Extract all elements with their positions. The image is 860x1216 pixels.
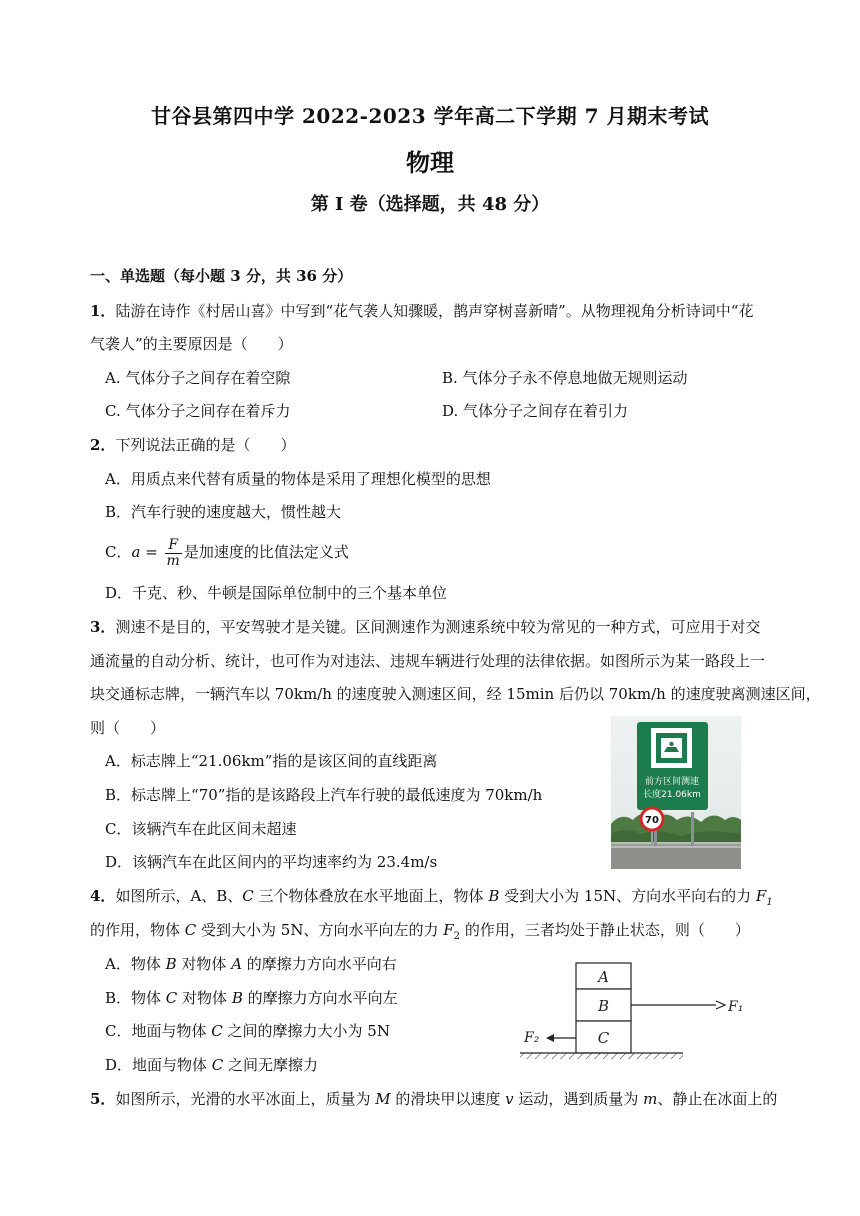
q4-option-b-t2: 对物体 [177, 989, 232, 1007]
q4-option-c-t1: C．地面与物体 [105, 1022, 212, 1040]
q2-text1: 下列说法正确的是（ ） [115, 436, 296, 454]
q4-option-d-t2: 之间无摩擦力 [223, 1056, 319, 1074]
q4-text1-B: B [488, 887, 500, 905]
q4-option-a-t3: 的摩擦力方向水平向右 [242, 955, 397, 973]
q2-formula-numerator: F [165, 538, 182, 554]
q4-option-a-t2: 对物体 [176, 955, 232, 973]
q4-text1-F-sub: 1 [766, 897, 773, 908]
q1-option-a: A. 气体分子之间存在着空隙 [105, 369, 291, 387]
block-b-label: B [597, 997, 610, 1015]
q5-text1a: 如图所示，光滑的水平冰面上，质量为 [115, 1090, 376, 1108]
q2-option-c-prefix: C． [105, 543, 132, 561]
blocks-diagram-svg [520, 955, 760, 1070]
q4-option-d-C: C [211, 1056, 224, 1074]
q5-text1-m: m [643, 1090, 658, 1108]
q4-text1c: 受到大小为 15N、方向水平向右的力 [499, 887, 756, 905]
q2-formula-denominator: m [166, 552, 180, 569]
q4-option-b-B: B [231, 989, 243, 1007]
q4-text2b: 受到大小为 5N、方向水平向左的力 [196, 921, 444, 939]
q3-option-b: B．标志牌上“70”指的是该路段上汽车行驶的最低速度为 70km/h [105, 786, 543, 804]
q2-option-c-suffix: 是加速度的比值法定义式 [183, 543, 349, 561]
q5-line1 [90, 1089, 777, 1109]
q2-number: 2． [90, 436, 116, 454]
q1-number: 1． [90, 302, 116, 320]
q3-text1: 测速不是目的，平安驾驶才是关键。区间测速作为测速系统中较为常见的一种方式，可应用于对交 [115, 618, 761, 636]
section-heading: 一、单选题（每小题 3 分，共 36 分） [90, 267, 353, 285]
sign-text-line1: 前方区间测速 [644, 777, 700, 787]
q4-text2-F-sub: 2 [453, 931, 461, 942]
q4-option-b-t1: B．物体 [105, 989, 166, 1007]
q4-text2-C: C [184, 921, 197, 939]
q4-line2 [90, 920, 750, 947]
q1-line2: 气袭人”的主要原因是（ ） [90, 335, 293, 353]
q4-number: 4． [90, 887, 116, 905]
q4-text2c: 的作用，三者均处于静止状态，则（ ） [460, 921, 750, 939]
subject-title: 物理 [406, 148, 454, 177]
q2-option-b: B．汽车行驶的速度越大，惯性越大 [105, 503, 342, 521]
q4-option-d-t1: D．地面与物体 [105, 1056, 212, 1074]
q4-option-b-t3: 的摩擦力方向水平向左 [242, 989, 398, 1007]
q4-option-b-C: C [165, 989, 178, 1007]
blocks-diagram [520, 955, 760, 1070]
q1-text1: 陆游在诗作《村居山喜》中写到“花气袭人知骤暖，鹊声穿树喜新晴”。从物理视角分析诗词中“花 [115, 302, 754, 320]
q5-text1d: 、静止在冰面上的 [657, 1090, 778, 1108]
q5-number: 5． [90, 1090, 116, 1108]
q2-formula-a: a [131, 543, 141, 561]
q4-text2-F: F [443, 921, 454, 939]
q3-number: 3． [90, 618, 116, 636]
q2-option-c [105, 535, 349, 569]
q4-text1b: 三个物体叠放在水平地面上，物体 [253, 887, 489, 905]
q5-text1c: 运动，遇到质量为 [513, 1090, 644, 1108]
sign-speed-limit: 70 [645, 815, 659, 826]
sign-text-line2: 长度21.06km [643, 790, 701, 800]
q5-text1b: 的滑块甲以速度 [390, 1090, 506, 1108]
force-f2-label: F₂ [524, 1030, 540, 1046]
q4-line1 [90, 886, 773, 913]
q3-option-c: C．该辆汽车在此区间未超速 [105, 820, 297, 838]
force-f1-label: F₁ [728, 999, 744, 1015]
q4-option-d [105, 1055, 318, 1075]
q4-option-c [105, 1021, 390, 1041]
q2-option-a: A．用质点来代替有质量的物体是采用了理想化模型的思想 [105, 470, 491, 488]
q5-text1-M: M [375, 1090, 391, 1108]
q4-option-a [105, 954, 397, 974]
q2-option-d: D．千克、秒、牛顿是国际单位制中的三个基本单位 [105, 584, 448, 602]
q3-option-d: D．该辆汽车在此区间内的平均速率约为 23.4m/s [105, 853, 438, 871]
block-a-label: A [598, 968, 609, 986]
q3-line4: 则（ ） [90, 719, 166, 737]
q4-text1a: 如图所示，A、B、 [115, 887, 243, 905]
q5-text1-v: v [505, 1090, 514, 1108]
q1-line1 [90, 301, 753, 321]
traffic-sign-image [611, 716, 741, 869]
q4-text1-C: C [242, 887, 254, 905]
q4-option-c-t2: 之间的摩擦力大小为 5N [222, 1022, 390, 1040]
q4-option-c-C: C [211, 1022, 223, 1040]
q1-option-b: B. 气体分子永不停息地做无规则运动 [442, 369, 688, 387]
q3-option-a: A．标志牌上“21.06km”指的是该区间的直线距离 [105, 752, 438, 770]
q1-option-c: C. 气体分子之间存在着斥力 [105, 402, 291, 420]
q3-line1 [90, 617, 760, 637]
exam-title: 甘谷县第四中学 2022-2023 学年高二下学期 7 月期末考试 [151, 104, 709, 128]
q3-line2: 通流量的自动分析、统计，也可作为对违法、违规车辆进行处理的法律依据。如图所示为某一路段上一 [90, 652, 766, 670]
q4-text2a: 的作用，物体 [90, 921, 185, 939]
q4-option-a-t1: A．物体 [105, 955, 166, 973]
q2-formula-eq: = [140, 543, 163, 561]
q4-option-b [105, 988, 398, 1008]
q1-option-d: D. 气体分子之间存在着引力 [442, 402, 629, 420]
q2-line1 [90, 435, 295, 455]
traffic-sign-photo [611, 716, 741, 869]
q4-text1-F: F [755, 887, 767, 905]
block-c-label: C [597, 1029, 610, 1047]
part-title: 第 I 卷（选择题，共 48 分） [310, 194, 550, 215]
q2-formula-fraction [165, 538, 182, 569]
q4-option-a-B: B [165, 955, 177, 973]
ground-hatch [520, 1053, 683, 1059]
q3-line3: 块交通标志牌，一辆汽车以 70km/h 的速度驶入测速区间，经 15min 后仍以 70km/h 的速度驶离测速区间， [90, 685, 821, 703]
q4-option-a-A: A [231, 955, 243, 973]
